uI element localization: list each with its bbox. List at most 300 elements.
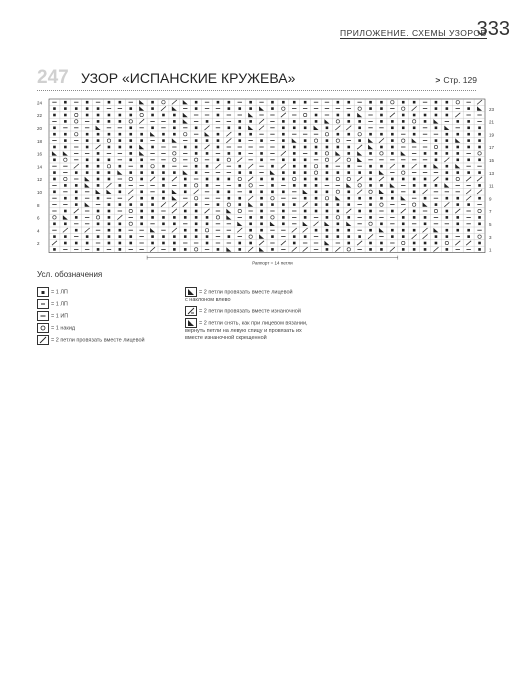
chart-stitch [53,171,56,174]
chart-stitch [478,171,481,174]
chart-stitch [391,152,394,155]
chart-stitch [228,107,231,110]
page-reference[interactable] [435,75,477,85]
chart-stitch [75,229,78,232]
chart-stitch [97,165,100,168]
chart-stitch [456,229,459,232]
chart-stitch [326,229,329,232]
chart-stitch [282,216,285,219]
chart-stitch [195,127,198,130]
row-number-left: 22 [37,113,43,119]
pattern-title: УЗОР «ИСПАНСКИЕ КРУЖЕВА» [81,70,296,86]
chart-stitch [173,216,176,219]
chart-stitch [249,229,252,232]
chart-stitch [315,203,318,206]
chart-stitch [53,235,56,238]
chart-stitch [119,139,122,142]
legend-item-yarn-over: = 1 накид [37,323,75,333]
row-number-right: 9 [489,196,492,202]
chart-stitch [217,178,220,181]
chart-stitch [119,223,122,226]
chart-stitch [413,127,416,130]
chart-stitch [271,178,274,181]
chart-stitch [446,229,449,232]
chart-stitch [151,171,154,174]
chart-stitch [140,223,143,226]
chart-stitch [64,235,67,238]
chart-stitch [446,139,449,142]
chart-stitch [108,171,111,174]
chart-stitch [456,203,459,206]
chart-stitch [108,159,111,162]
chart-stitch [238,171,241,174]
chart-stitch [456,146,459,149]
chart-stitch [249,171,252,174]
chart-stitch [293,127,296,130]
chart-stitch [195,139,198,142]
chart-stitch [238,197,241,200]
chart-stitch [424,216,427,219]
row-number-right: 3 [489,234,492,240]
chart-stitch [53,127,56,130]
chart-stitch [108,133,111,136]
chart-stitch [293,171,296,174]
chart-stitch [140,203,143,206]
chart-stitch [424,114,427,117]
chart-stitch [326,171,329,174]
chart-stitch [315,114,318,117]
chart-stitch [140,159,143,162]
chart-stitch [75,216,78,219]
chart-stitch [64,114,67,117]
chart-stitch [206,223,209,226]
chart-stitch [380,184,383,187]
chart-stitch [119,146,122,149]
chart-stitch [478,133,481,136]
chart-stitch [206,165,209,168]
chart-stitch [315,229,318,232]
chart-stitch [162,191,165,194]
chart-stitch [119,203,122,206]
chart-stitch [97,120,100,123]
chart-stitch [326,235,329,238]
chart-stitch [380,242,383,245]
chart-stitch [97,235,100,238]
chart-stitch [97,210,100,213]
chart-stitch [151,203,154,206]
chart-stitch [238,184,241,187]
chart-stitch [282,127,285,130]
chart-stitch [151,216,154,219]
row-number-left: 8 [37,202,40,208]
chart-stitch [304,120,307,123]
chart-stitch [337,133,340,136]
chart-stitch [347,235,350,238]
chart-stitch [347,197,350,200]
chart-stitch [446,101,449,104]
legend-item-purl-dash: = 1 ИП [37,311,68,321]
chart-stitch [140,171,143,174]
chart-stitch [304,146,307,149]
chart-stitch [184,216,187,219]
chart-stitch [326,191,329,194]
chart-stitch [391,229,394,232]
chart-stitch [413,178,416,181]
chart-stitch [467,229,470,232]
chart-stitch [282,223,285,226]
chart-stitch [380,223,383,226]
chart-stitch [162,114,165,117]
chart-stitch [195,223,198,226]
chart-stitch [108,146,111,149]
chart-stitch [304,101,307,104]
chart-stitch [282,210,285,213]
chart-stitch [53,248,56,251]
purl-dash-icon [37,311,49,321]
chart-stitch [304,216,307,219]
chart-stitch [206,178,209,181]
chart-stitch [108,178,111,181]
chart-stitch [358,197,361,200]
chart-stitch [75,171,78,174]
row-number-right: 15 [489,158,495,163]
row-number-left: 14 [37,164,43,170]
chart-stitch [249,242,252,245]
chart-stitch [119,165,122,168]
chart-stitch [53,146,56,149]
chart-stitch [424,197,427,200]
chart-stitch [293,152,296,155]
chart-stitch [64,146,67,149]
chart-stitch [369,171,372,174]
chart-stitch [347,203,350,206]
chart-stitch [151,127,154,130]
chart-stitch [151,114,154,117]
knitting-chart [37,97,495,267]
chart-stitch [402,120,405,123]
chart-stitch [304,165,307,168]
chart-stitch [119,242,122,245]
chart-stitch [217,203,220,206]
chart-stitch [119,133,122,136]
chart-stitch [129,139,132,142]
chart-stitch [369,203,372,206]
chart-stitch [369,229,372,232]
chart-stitch [140,139,143,142]
chart-stitch [129,159,132,162]
chart-stitch [282,159,285,162]
chart-stitch [304,159,307,162]
chart-stitch [424,242,427,245]
chart-stitch [108,235,111,238]
chart-stitch [435,159,438,162]
row-number-left: 24 [37,100,43,106]
row-number-left: 6 [37,215,40,221]
chart-stitch [53,107,56,110]
chart-stitch [293,159,296,162]
chart-stitch [217,159,220,162]
chart-stitch [402,178,405,181]
row-number-right: 17 [489,145,495,151]
chart-stitch [347,191,350,194]
row-number-right: 13 [489,170,495,176]
chart-stitch [217,133,220,136]
p2tog-tbl-icon [185,318,197,328]
chart-stitch [173,127,176,130]
chart-stitch [53,178,56,181]
chart-stitch [326,165,329,168]
chart-stitch [478,159,481,162]
chart-stitch [413,184,416,187]
chart-stitch [238,107,241,110]
chart-stitch [369,152,372,155]
chart-stitch [195,152,198,155]
chart-stitch [337,235,340,238]
chart-stitch [282,139,285,142]
chart-stitch [337,101,340,104]
chart-stitch [129,235,132,238]
chart-stitch [435,101,438,104]
chart-stitch [271,248,274,251]
row-number-right: 7 [489,209,492,215]
chart-stitch [282,203,285,206]
chart-stitch [315,184,318,187]
chart-stitch [108,229,111,232]
chart-stitch [162,216,165,219]
arrow-icon: > [435,75,441,85]
chart-stitch [249,133,252,136]
chart-stitch [391,178,394,181]
chart-stitch [162,242,165,245]
chart-stitch [446,210,449,213]
chart-stitch [347,114,350,117]
chart-stitch [260,159,263,162]
chart-stitch [162,133,165,136]
chart-stitch [315,210,318,213]
chart-stitch [424,184,427,187]
purl-icon [37,299,49,309]
chart-stitch [478,139,481,142]
chart-stitch [64,120,67,123]
chart-stitch [315,191,318,194]
chart-stitch [86,159,89,162]
chart-stitch [129,242,132,245]
chart-stitch [228,235,231,238]
chart-stitch [238,133,241,136]
chart-stitch [228,191,231,194]
chart-stitch [86,114,89,117]
chart-stitch [369,248,372,251]
chart-stitch [347,120,350,123]
chart-stitch [217,139,220,142]
chart-stitch [97,107,100,110]
chart-stitch [260,216,263,219]
chart-stitch [75,242,78,245]
chart-stitch [380,146,383,149]
chart-stitch [108,223,111,226]
chart-stitch [358,171,361,174]
chart-stitch [140,165,143,168]
chart-stitch [304,184,307,187]
chart-stitch [108,203,111,206]
chart-stitch [478,127,481,130]
chart-stitch [282,146,285,149]
chart-stitch [282,133,285,136]
chart-stitch [86,107,89,110]
chart-stitch [369,133,372,136]
chart-stitch [173,171,176,174]
chart-stitch [64,139,67,142]
chart-stitch [64,133,67,136]
chart-stitch [435,242,438,245]
chart-stitch [151,101,154,104]
chart-stitch [413,248,416,251]
chart-stitch [413,242,416,245]
chart-stitch [456,197,459,200]
chart-stitch [369,242,372,245]
chart-stitch [467,235,470,238]
chart-stitch [391,120,394,123]
chart-stitch [369,184,372,187]
chart-stitch [293,146,296,149]
chart-stitch [435,114,438,117]
chart-stitch [424,152,427,155]
chart-stitch [391,139,394,142]
chart-stitch [249,191,252,194]
chart-stitch [53,191,56,194]
chart-stitch [64,197,67,200]
legend-item-knit: = 1 ЛП [37,287,68,297]
chart-stitch [446,133,449,136]
legend-item-k2tog: = 2 петли провязать вместе лицевой [37,335,145,345]
yarn-over-icon [37,323,49,333]
chart-stitch [228,152,231,155]
chart-stitch [162,197,165,200]
chart-stitch [108,242,111,245]
chart-stitch [326,178,329,181]
chart-stitch [402,235,405,238]
chart-stitch [424,120,427,123]
chart-stitch [402,101,405,104]
chart-stitch [97,223,100,226]
chart-stitch [467,133,470,136]
section-title: ПРИЛОЖЕНИЕ. СХЕМЫ УЗОРОВ [340,28,487,38]
chart-stitch [369,107,372,110]
chart-stitch [260,229,263,232]
chart-stitch [347,165,350,168]
row-number-right: 5 [489,222,492,227]
repeat-label: Раппорт = 14 петли [252,260,293,266]
chart-stitch [228,197,231,200]
chart-stitch [260,139,263,142]
chart-stitch [293,165,296,168]
chart-stitch [195,101,198,104]
chart-stitch [140,133,143,136]
chart-stitch [446,248,449,251]
chart-stitch [456,120,459,123]
chart-stitch [129,146,132,149]
chart-stitch [97,184,100,187]
chart-stitch [271,184,274,187]
chart-stitch [435,152,438,155]
chart-stitch [195,165,198,168]
chart-stitch [238,139,241,142]
chart-stitch [249,101,252,104]
chart-stitch [162,139,165,142]
chart-stitch [337,203,340,206]
chart-stitch [53,114,56,117]
chart-stitch [151,146,154,149]
chart-stitch [326,139,329,142]
chart-stitch [238,242,241,245]
chart-stitch [162,178,165,181]
chart-stitch [446,197,449,200]
chart-stitch [173,248,176,251]
chart-stitch [478,146,481,149]
chart-stitch [260,178,263,181]
chart-stitch [162,165,165,168]
chart-stitch [380,107,383,110]
chart-stitch [380,248,383,251]
chart-stitch [206,235,209,238]
chart-stitch [293,120,296,123]
chart-stitch [369,178,372,181]
chart-stitch [184,229,187,232]
chart-stitch [119,229,122,232]
chart-stitch [238,127,241,130]
chart-stitch [435,139,438,142]
chart-stitch [195,203,198,206]
chart-stitch [97,114,100,117]
chart-stitch [86,139,89,142]
chart-stitch [282,178,285,181]
chart-stitch [140,197,143,200]
chart-stitch [162,235,165,238]
chart-stitch [140,216,143,219]
chart-stitch [173,242,176,245]
row-number-left: 4 [37,228,40,234]
chart-stitch [326,127,329,130]
chart-stitch [86,133,89,136]
chart-stitch [162,184,165,187]
chart-stitch [304,127,307,130]
chart-stitch [413,216,416,219]
chart-stitch [75,203,78,206]
chart-stitch [391,210,394,213]
chart-stitch [271,191,274,194]
chart-stitch [446,171,449,174]
pattern-number: 247 [37,67,69,88]
chart-stitch [195,216,198,219]
chart-stitch [108,114,111,117]
chart-stitch [140,210,143,213]
chart-stitch [369,101,372,104]
chart-stitch [260,152,263,155]
chart-stitch [162,223,165,226]
chart-stitch [380,114,383,117]
chart-stitch [380,165,383,168]
chart-stitch [304,197,307,200]
chart-stitch [380,101,383,104]
chart-stitch [97,159,100,162]
chart-stitch [217,191,220,194]
running-header [340,18,510,42]
chart-stitch [467,120,470,123]
legend-item-p2tog-tbl: = 2 петли снять, как при лицевом вязании, вернуть петли на левую спицу и провязать их вместе изнаночной скрещенной [185,318,308,342]
chart-stitch [391,197,394,200]
chart-stitch [195,107,198,110]
chart-stitch [195,229,198,232]
